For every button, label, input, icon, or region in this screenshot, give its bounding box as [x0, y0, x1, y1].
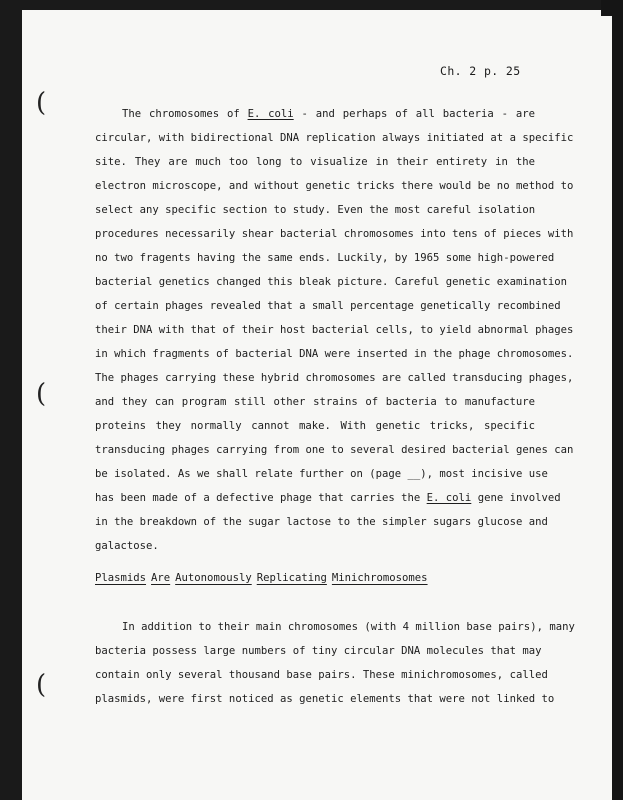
scan-border-right	[612, 0, 623, 800]
organism-name-ecoli-2: E. coli	[426, 492, 472, 504]
paragraph-1-line-3: site. They are much too long to visualize in their entirety in the	[95, 156, 535, 168]
paragraph-1-line-15: transducing phages carrying from one to several desired bacterial genes can	[95, 444, 574, 456]
paragraph-1-line-19: galactose.	[95, 540, 159, 552]
paragraph-1-line-7: no two fragents having the same ends. Luckily, by 1965 some high-powered	[95, 252, 555, 264]
paragraph-1-line-5: select any specific section to study. Even the most careful isolation	[95, 204, 536, 216]
paragraph-2-line-4: plasmids, were first noticed as genetic elements that were not linked to	[95, 693, 555, 705]
paragraph-1-line-11: in which fragments of bacterial DNA were inserted in the phage chromosomes.	[95, 348, 574, 360]
organism-name-ecoli: E. coli	[247, 108, 294, 120]
section-heading	[95, 572, 433, 584]
paragraph-1-line-4: electron microscope, and without genetic tricks there would be no method to	[95, 180, 574, 192]
scan-border-top	[0, 0, 623, 10]
page-reference: Ch. 2 p. 25	[440, 64, 521, 78]
paragraph-1-line-9: of certain phages revealed that a small percentage genetically recombined	[95, 300, 561, 312]
heading-word-5: Minichromosomes	[331, 572, 428, 584]
heading-word-2: Are	[151, 572, 171, 584]
scan-corner-notch	[601, 0, 623, 16]
paragraph-1-line-18: in the breakdown of the sugar lactose to the simpler sugars glucose and	[95, 516, 548, 528]
paragraph-1-line-8: bacterial genetics changed this bleak picture. Careful genetic examination	[95, 276, 567, 288]
paragraph-1-line-16: be isolated. As we shall relate further on (page __), most incisive use	[95, 468, 548, 480]
paragraph-2-line-3: contain only several thousand base pairs. These minichromosomes, called	[95, 669, 548, 681]
paragraph-2-line-2: bacteria possess large numbers of tiny circular DNA molecules that may	[95, 645, 542, 657]
paragraph-2-line-1: In addition to their main chromosomes (with 4 million base pairs), many	[122, 621, 575, 633]
binder-hole-mark-top: (	[36, 88, 47, 118]
paragraph-1-line-12: The phages carrying these hybrid chromosomes are called transducing phages,	[95, 372, 574, 384]
heading-word-1: Plasmids	[95, 572, 147, 584]
paragraph-1-line-10: their DNA with that of their host bacterial cells, to yield abnormal phages	[95, 324, 574, 336]
binder-hole-mark-middle: (	[36, 379, 47, 409]
paragraph-1-line-1: The chromosomes of E. coli - and perhaps of all bacteria - are	[122, 108, 535, 120]
paragraph-1-line-14: proteins they normally cannot make. With genetic tricks, specific	[95, 420, 535, 432]
paragraph-1-line-2: circular, with bidirectional DNA replication always initiated at a specific	[95, 132, 574, 144]
heading-word-3: Autonomously	[175, 572, 252, 584]
binder-hole-mark-bottom: (	[36, 670, 47, 700]
paragraph-1-line-13: and they can program still other strains of bacteria to manufacture	[95, 396, 535, 408]
paragraph-1-line-6: procedures necessarily shear bacterial chromosomes into tens of pieces with	[95, 228, 574, 240]
heading-word-4: Replicating	[256, 572, 327, 584]
paragraph-1-line-17: has been made of a defective phage that carries the E. coli gene involved	[95, 492, 561, 504]
